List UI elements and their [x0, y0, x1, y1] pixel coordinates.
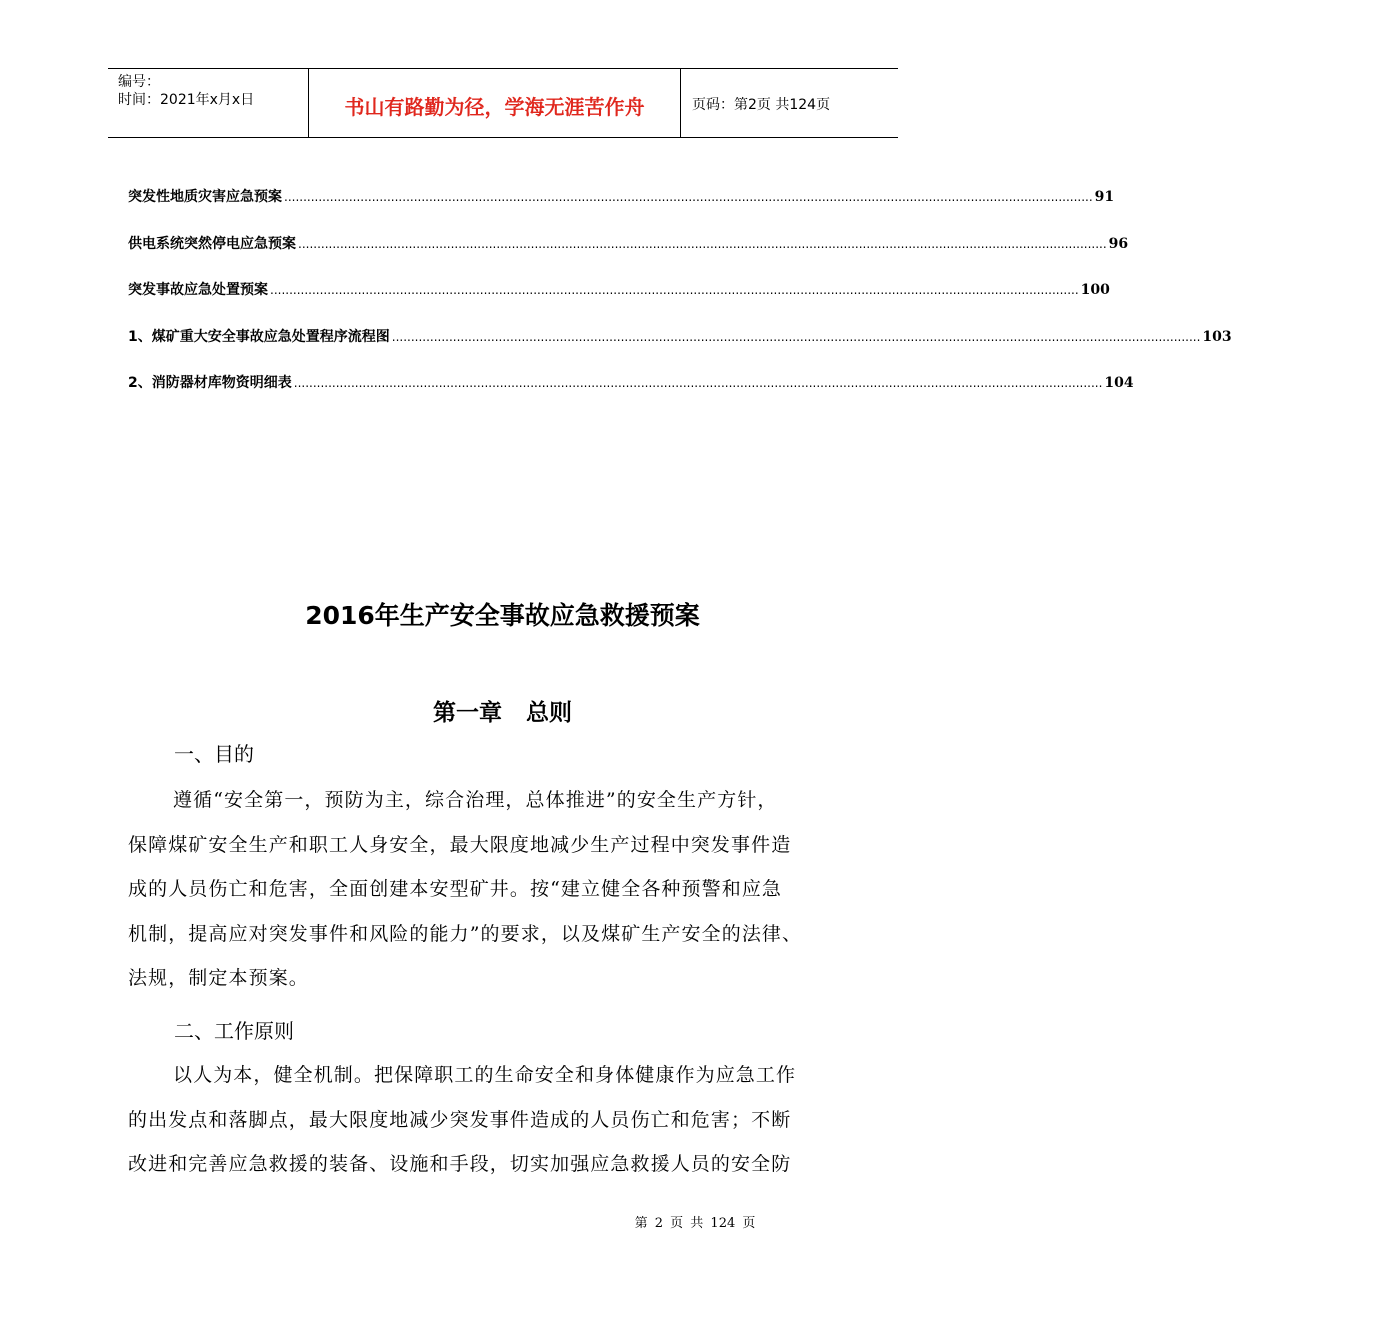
toc-entry[interactable] [128, 233, 1129, 280]
section-paragraph-purpose [128, 778, 890, 1001]
toc-entry-title: 2、消防器材库物资明细表 [128, 375, 292, 391]
paragraph-line: 以人为本，健全机制。把保障职工的生命安全和身体健康作为应急工作 [173, 1064, 797, 1086]
section-paragraph-principles [128, 1053, 890, 1187]
time-label: 时间：2021年x月x日 [118, 92, 255, 108]
toc-entry-title: 1、煤矿重大安全事故应急处置程序流程图 [128, 328, 390, 345]
paragraph-line: 保障煤矿安全生产和职工人身安全，最大限度地减少生产过程中突发事件造 [128, 833, 792, 856]
toc-entry-page: 103 [1202, 328, 1232, 345]
paragraph-line: 遵循“安全第一，预防为主，综合治理，总体推进”的安全生产方针， [173, 789, 778, 811]
toc-leader: .................................................................................................................................................................................................................... [270, 283, 1079, 297]
toc-entry-title: 突发性地质灾害应急预案 [128, 189, 282, 205]
paragraph-line: 成的人员伤亡和危害，全面创建本安型矿井。按“建立健全各种预警和应急 [128, 878, 783, 900]
header-motto: 书山有路勤为径，学海无涯苦作舟 [309, 69, 681, 137]
number-label: 编号： [118, 74, 160, 90]
toc-entry[interactable] [128, 372, 1134, 419]
toc-entry[interactable] [128, 279, 1110, 326]
toc-entry-page: 100 [1080, 282, 1110, 298]
header-page-info: 页码：第2页 共124页 [692, 97, 831, 113]
toc-entry[interactable] [128, 326, 1232, 373]
toc-entry-title: 供电系统突然停电应急预案 [128, 235, 296, 252]
toc-leader: .................................................................................................................................................................................................................... [293, 376, 1103, 390]
paragraph-line: 机制，提高应对突发事件和风险的能力”的要求，以及煤矿生产安全的法律、 [128, 922, 803, 945]
paragraph-line: 的出发点和落脚点，最大限度地减少突发事件造成的人员伤亡和危害；不断 [128, 1108, 792, 1131]
toc-entry-title: 突发事故应急处置预案 [128, 282, 268, 298]
document-title: 2016年生产安全事故应急救援预案 [305, 601, 700, 630]
page-footer: 第 2 页 共 124 页 [634, 1216, 756, 1231]
toc-leader: .................................................................................................................................................................................................................... [391, 329, 1201, 344]
section-heading-purpose: 一、目的 [174, 742, 254, 766]
toc-entry-page: 96 [1108, 235, 1129, 252]
section-heading-principles: 二、工作原则 [174, 1019, 294, 1043]
page-header [108, 68, 898, 138]
chapter-heading: 第一章 总则 [432, 700, 573, 726]
toc-entry-page: 104 [1104, 375, 1134, 391]
toc-leader: .................................................................................................................................................................................................................... [284, 190, 1093, 204]
paragraph-line: 改进和完善应急救援的装备、设施和手段，切实加强应急救援人员的安全防 [128, 1153, 792, 1175]
paragraph-line: 法规，制定本预案。 [128, 967, 309, 989]
toc-entry-page: 91 [1094, 189, 1115, 205]
table-of-contents [128, 186, 1232, 419]
toc-leader: .................................................................................................................................................................................................................... [298, 236, 1107, 251]
toc-entry[interactable] [128, 186, 1115, 233]
header-meta-cell [108, 69, 309, 137]
